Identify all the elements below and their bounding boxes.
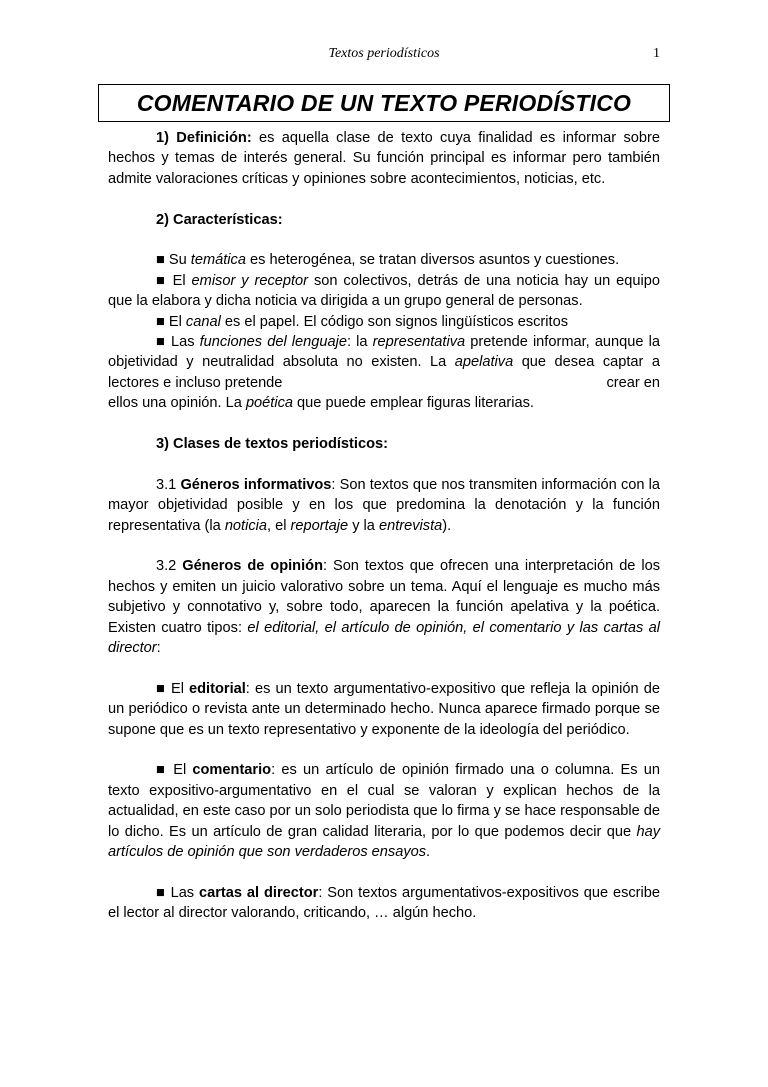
bullet-icon: ■ [156,272,167,289]
characteristic-item: ■ El canal es el papel. El código son signos lingüísticos escritos [156,313,569,330]
bullet-icon: ■ [156,252,165,269]
classes-heading: 3) Clases de textos periodísticos: [156,436,388,453]
definition-paragraph: 1) Definición: es aquella clase de texto cuya finalidad es informar sobre hechos y temas de interés general. Su función principal es informar pero también admite valoraciones críticas y opiniones sobre acontecimientos, noticias, etc. [108,130,660,187]
running-header: Textos periodísticos [328,46,440,61]
page-title: COMENTARIO DE UN TEXTO PERIODÍSTICO [136,90,632,116]
characteristic-item: ■ Su temática es heterogénea, se tratan diversos asuntos y cuestiones. [156,252,620,269]
characteristics-heading: 2) Características: [156,211,283,228]
characteristic-item-continued: ellos una opinión. La poética que puede emplear figuras literarias. [108,395,534,412]
editorial-paragraph: ■ El editorial: es un texto argumentativo-expositivo que refleja la opinión de un periódico o revista ante un determinado hecho. Nunca aparece firmado porque se supone que es un texto representativo y exponente de la ideología del periódico. [108,680,660,738]
document-body [108,128,660,924]
definition-label: 1) Definición: [156,130,252,146]
characteristic-item: ■ Las funciones del lenguaje: la representativa pretende informar, aunque la objetividad y neutralidad absoluta no existen. La apelativa que desea captar a lectores e incluso pretende crear en [108,334,660,391]
page-number: 1 [653,46,660,61]
comentario-paragraph: ■ El comentario: es un artículo de opinión firmado una o columna. Es un texto expositivo-argumentativo en el cual se valoran y explican hechos de la actualidad, en este caso por un solo periodista que lo firma y se hace responsable de lo dicho. Es un artículo de gran calidad literaria, por lo que podemos decir que hay artículos de opinión que son verdaderos ensayos. [108,762,660,861]
informative-genres-paragraph: 3.1 Géneros informativos: Son textos que nos transmiten información con la mayor objetividad posible y en los que predomina la denotación y la función representativa (la noticia, el reportaje y la entrevista). [108,476,660,534]
opinion-genres-paragraph: 3.2 Géneros de opinión: Son textos que ofrecen una interpretación de los hechos y emiten un juicio valorativo sobre un tema. Aquí el lenguaje es mucho más subjetivo y connotativo y, sobre todo, aparecen la función apelativa y la poética. Existen cuatro tipos: el editorial, el artículo de opinión, el comentario y las cartas al director: [108,558,660,657]
characteristic-item: ■ El emisor y receptor son colectivos, detrás de una noticia hay un equipo que la elabora y dicha noticia va dirigida a un grupo general de personas. [108,272,660,310]
bullet-icon: ■ [156,334,166,351]
bullet-icon: ■ [156,762,167,779]
cartas-paragraph: ■ Las cartas al director: Son textos argumentativos-expositivos que escribe el lector al director valorando, criticando, … algún hecho. [108,884,661,922]
bullet-icon: ■ [156,884,166,901]
bullet-icon: ■ [156,680,166,697]
bullet-icon: ■ [156,313,165,330]
